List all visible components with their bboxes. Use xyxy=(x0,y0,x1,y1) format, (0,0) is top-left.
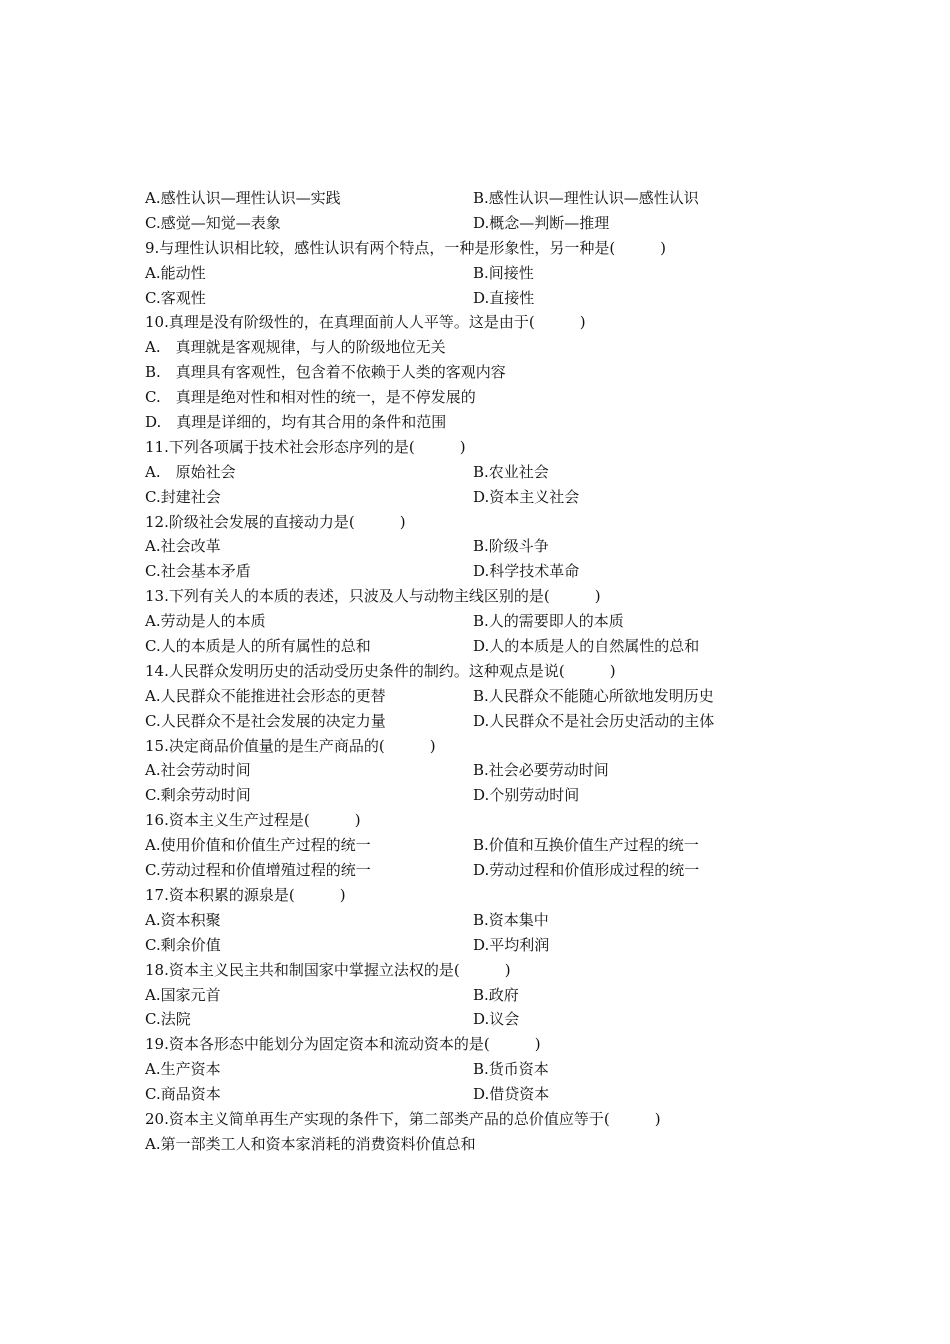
option-left: C.劳动过程和价值增殖过程的统一 xyxy=(145,861,371,880)
option-left: A.人民群众不能推进社会形态的更替 xyxy=(145,686,386,705)
option-left: C.商品资本 xyxy=(145,1085,221,1104)
option-right: D.人的本质是人的自然属性的总和 xyxy=(473,637,700,656)
option-row xyxy=(145,485,785,510)
option-row xyxy=(145,1057,785,1082)
option-right: D.个别劳动时间 xyxy=(473,786,580,805)
option-right: B.间接性 xyxy=(473,263,534,282)
option-right: D.人民群众不是社会历史活动的主体 xyxy=(473,711,715,730)
option-row xyxy=(145,1082,785,1107)
option-left: A. 原始社会 xyxy=(145,462,236,481)
option-left: C.剩余劳动时间 xyxy=(145,786,251,805)
option-row xyxy=(145,559,785,584)
question-text: 15.决定商品价值量的是生产商品的( ) xyxy=(145,736,436,755)
exam-page xyxy=(145,186,785,1157)
option-right: D.借贷资本 xyxy=(473,1085,550,1104)
option-right: D.直接性 xyxy=(473,288,535,307)
option-right: B.资本集中 xyxy=(473,910,549,929)
option-right: B.感性认识—理性认识—感性认识 xyxy=(473,189,699,207)
option-row xyxy=(145,286,785,311)
option-left: C.人的本质是人的所有属性的总和 xyxy=(145,637,371,656)
question-text: 11.下列各项属于技术社会形态序列的是( ) xyxy=(145,437,466,456)
option-row xyxy=(145,634,785,659)
option-right: D.平均利润 xyxy=(473,935,550,954)
question-text: 18.资本主义民主共和制国家中掌握立法权的是( ) xyxy=(145,960,511,979)
option-line: A. 真理就是客观规律，与人的阶级地位无关 xyxy=(145,338,446,357)
option-left: C.法院 xyxy=(145,1010,191,1029)
option-row xyxy=(145,758,785,783)
option-right: B.价值和互换价值生产过程的统一 xyxy=(473,836,699,855)
question-text: 9.与理性认识相比较，感性认识有两个特点，一种是形象性，另一种是( ) xyxy=(145,238,667,257)
option-row xyxy=(145,933,785,958)
option-right: D.科学技术革命 xyxy=(473,562,580,581)
option-right: B.人的需要即人的本质 xyxy=(473,612,624,631)
question-text: 14.人民群众发明历史的活动受历史条件的制约。这种观点是说( ) xyxy=(145,661,616,680)
option-row xyxy=(145,983,785,1008)
option-right: B.阶级斗争 xyxy=(473,537,549,556)
option-left: A.能动性 xyxy=(145,263,206,282)
option-left: C.封建社会 xyxy=(145,487,221,506)
option-row xyxy=(145,1007,785,1032)
option-left: A.资本积聚 xyxy=(145,910,221,929)
option-left: C.客观性 xyxy=(145,288,206,307)
question-text: 10.真理是没有阶级性的，在真理面前人人平等。这是由于( ) xyxy=(145,313,586,332)
question-text: 17.资本积累的源泉是( ) xyxy=(145,885,346,904)
option-left: C.社会基本矛盾 xyxy=(145,562,251,581)
option-left: A.生产资本 xyxy=(145,1060,221,1079)
option-right: D.资本主义社会 xyxy=(473,487,580,506)
option-row xyxy=(145,609,785,634)
question-text: 16.资本主义生产过程是( ) xyxy=(145,811,361,830)
option-left: A.感性认识—理性认识—实践 xyxy=(145,189,341,207)
question-text: 12.阶级社会发展的直接动力是( ) xyxy=(145,512,406,531)
option-row xyxy=(145,460,785,485)
option-left: A.国家元首 xyxy=(145,985,221,1004)
option-right: B.农业社会 xyxy=(473,462,549,481)
option-row xyxy=(145,186,785,211)
option-row xyxy=(145,833,785,858)
option-left: C.人民群众不是社会发展的决定力量 xyxy=(145,711,386,730)
option-left: A.社会改革 xyxy=(145,537,221,556)
option-right: B.货币资本 xyxy=(473,1060,549,1079)
option-right: B.社会必要劳动时间 xyxy=(473,761,609,780)
option-right: D.劳动过程和价值形成过程的统一 xyxy=(473,861,700,880)
option-line: D. 真理是详细的，均有其合用的条件和范围 xyxy=(145,413,447,432)
option-row xyxy=(145,261,785,286)
option-right: D.概念—判断—推理 xyxy=(473,213,610,232)
option-row xyxy=(145,908,785,933)
option-row xyxy=(145,783,785,808)
option-row xyxy=(145,709,785,734)
option-right: B.政府 xyxy=(473,985,519,1004)
option-line: A.第一部类工人和资本家消耗的消费资料价值总和 xyxy=(145,1134,476,1153)
option-row xyxy=(145,211,785,236)
option-row xyxy=(145,534,785,559)
question-text: 20.资本主义简单再生产实现的条件下，第二部类产品的总价值应等于( ) xyxy=(145,1109,661,1128)
question-text: 13.下列有关人的本质的表述，只波及人与动物主线区别的是( ) xyxy=(145,587,601,606)
option-left: A.使用价值和价值生产过程的统一 xyxy=(145,836,371,855)
option-left: C.感觉—知觉—表象 xyxy=(145,213,281,232)
option-left: A.社会劳动时间 xyxy=(145,761,251,780)
option-right: B.人民群众不能随心所欲地发明历史 xyxy=(473,686,714,705)
question-text: 19.资本各形态中能划分为固定资本和流动资本的是( ) xyxy=(145,1035,541,1054)
option-row xyxy=(145,858,785,883)
option-left: A.劳动是人的本质 xyxy=(145,612,266,631)
option-line: B. 真理具有客观性，包含着不依赖于人类的客观内容 xyxy=(145,363,506,382)
option-right: D.议会 xyxy=(473,1010,520,1029)
option-left: C.剩余价值 xyxy=(145,935,221,954)
option-line: C. 真理是绝对性和相对性的统一，是不停发展的 xyxy=(145,388,476,407)
option-row xyxy=(145,684,785,709)
